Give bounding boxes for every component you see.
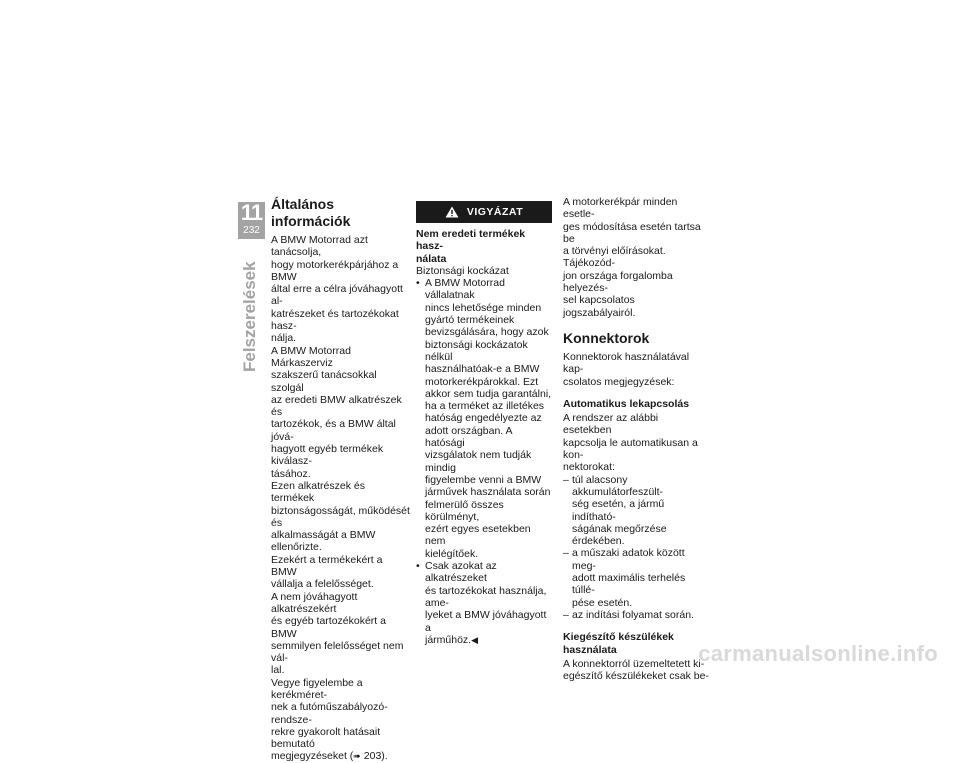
warning-heading: Nem eredeti termékek hasz- nálata	[416, 228, 526, 265]
column-right	[563, 196, 709, 682]
warning-list	[416, 277, 552, 646]
page-number: 232	[243, 225, 260, 236]
list-item	[416, 560, 552, 646]
column-left	[271, 196, 411, 763]
section-title: Konnektorok	[563, 329, 650, 346]
watermark-text: carmanualsonline.info	[698, 641, 938, 666]
dash-icon: –	[563, 547, 569, 560]
paragraph: A BMW Motorrad Márkaszerviz szakszerű tanácsokkal szolgál az eredeti BMW alkatrészek és tartozékok, és a BMW által jóvá- hagyott egyéb termékek kiválasz- tásához.	[271, 344, 402, 480]
list-item-text: a műszaki adatok között meg- adott maximális terhelés túllé- pése esetén.	[572, 547, 686, 609]
warning-banner	[416, 201, 552, 223]
list-item-text: az indítási folyamat során.	[572, 608, 694, 621]
page-title: Általános információk	[271, 196, 351, 229]
paragraph: A BMW Motorrad azt tanácsolja, hogy motorkerékpárjához a BMW által erre a célra jóváhagyott al- katrészeket és tartozékokat hasz- nálja.	[271, 234, 403, 345]
paragraph-text: Vegye figyelembe a kerékméret- nek a futóműszabályozó-rendsze- rekre gyakorolt hatásait bemutató megjegyzéseket (	[271, 676, 388, 763]
warning-label: VIGYÁZAT	[466, 205, 524, 218]
list-item	[563, 609, 709, 621]
paragraph: Ezen alkatrészek és termékek biztonságosságát, működését és alkalmasságát a BMW ellenőrizte. Ezekért a termékekért a BMW vállalja a felelősséget.	[271, 479, 410, 591]
warning-triangle-icon	[445, 206, 459, 218]
warning-intro: Biztonsági kockázat	[416, 264, 509, 277]
paragraph: A rendszer az alábbi esetekben kapcsolja le automatikusan a kon- nektorokat:	[563, 412, 698, 474]
page-reference-text: 203).	[360, 750, 388, 763]
list-item-text: Csak azokat az alkatrészeket és tartozékokat használja, ame- lyeket a BMW jóváhagyott a járműhöz.	[425, 560, 547, 646]
list-item-text: túl alacsony akkumulátorfeszült- ség esetén, a jármű indítható- ságának megőrzése érdekében.	[572, 473, 667, 548]
list-item-text: A BMW Motorrad vállalatnak nincs lehetősége minden gyártó termékeinek bevizsgálására, hogy azok biztonsági kockázatok nélkül használhatóak-e a BMW motorkerékpárokkal. Ezt akkor sem tudja garantálni, ha a terméket az illetékes hatóság engedélyezte az adott országban. A hatósági vizsgálatok nem tudják mindig figyelembe venni a BMW járművek használata során felmerülő összes körülményt, ezért egyes esetekben nem kielégítőek.	[425, 277, 552, 560]
paragraph: A konnektorról üzemeltetett ki- egészítő készülékeket csak be-	[563, 657, 709, 683]
page-reference-arrow-icon: ➠	[353, 751, 361, 762]
list-item	[563, 547, 709, 608]
paragraph: A nem jóváhagyott alkatrészekért és egyéb tartozékokért a BMW semmilyen felelősséget nem vál- lal.	[271, 590, 404, 677]
list-item	[563, 474, 709, 548]
bullet-icon: •	[416, 560, 420, 573]
paragraph: Konnektorok használatával kap- csolatos megjegyzések:	[563, 350, 690, 388]
paragraph-with-reference	[271, 677, 411, 763]
column-middle	[416, 201, 552, 646]
chapter-tab	[238, 202, 265, 239]
chapter-number: 11	[240, 200, 263, 225]
end-of-section-icon: ◀	[471, 634, 479, 645]
list-item	[416, 277, 552, 560]
subsection-title: Kiegészítő készülékek használata	[563, 631, 674, 656]
dash-icon: –	[563, 608, 569, 621]
subsection-title: Automatikus lekapcsolás	[563, 397, 690, 410]
chapter-side-title: Felszerelések	[240, 261, 259, 372]
paragraph: A motorkerékpár minden esetle- ges módosítása esetén tartsa be a törvényi előírásokat. Tájékozód- jon országa forgalomba helyezés- sel kapcsolatos jogszabályairól.	[563, 196, 701, 319]
bullet-icon: •	[416, 277, 420, 290]
dash-icon: –	[563, 473, 569, 486]
dash-list	[563, 474, 709, 622]
